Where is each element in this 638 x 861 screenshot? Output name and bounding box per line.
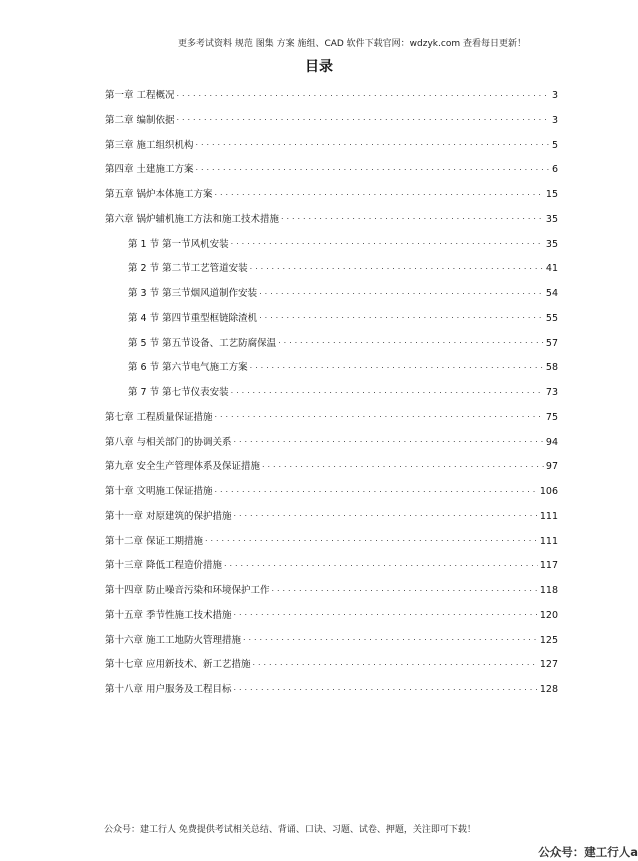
toc-entry-page: 127: [539, 659, 558, 671]
dot-leader: [234, 509, 538, 519]
toc-entry-page: 35: [545, 238, 558, 250]
dot-leader: [262, 460, 544, 470]
toc-entry-label: 第七章 工程质量保证措施: [105, 411, 213, 423]
toc-chapter-entry[interactable]: [105, 87, 558, 112]
toc-entry-label: 第十五章 季节性施工技术措施: [105, 609, 232, 621]
toc-entry-label: 第一章 工程概况: [105, 90, 175, 101]
dot-leader: [234, 608, 538, 618]
toc-chapter-entry[interactable]: [105, 458, 558, 483]
dot-leader: [234, 435, 544, 445]
toc-chapter-entry[interactable]: [105, 211, 558, 236]
toc-chapter-entry[interactable]: [105, 409, 558, 434]
header-note: 更多考试资料 规范 图集 方案 施组、CAD 软件下载官网：wdzyk.com 查看每日更新！: [178, 39, 526, 49]
toc-chapter-entry[interactable]: [105, 434, 558, 459]
dot-leader: [196, 138, 550, 148]
toc-chapter-entry[interactable]: [105, 681, 558, 706]
toc-entry-label: 第五章 锅炉本体施工方案: [105, 189, 213, 200]
dot-leader: [243, 633, 538, 643]
dot-leader: [234, 683, 538, 693]
table-of-contents: [105, 87, 558, 706]
dot-leader: [215, 188, 544, 198]
toc-entry-page: 6: [551, 164, 558, 176]
toc-entry-page: 128: [539, 684, 558, 695]
toc-entry-label: 第十章 文明施工保证措施: [105, 486, 213, 497]
toc-section-entry[interactable]: [105, 335, 558, 360]
dot-leader: [259, 287, 544, 297]
toc-entry-page: 35: [545, 213, 558, 225]
toc-entry-page: 5: [551, 139, 558, 151]
toc-entry-page: 94: [545, 436, 558, 448]
toc-entry-page: 120: [539, 609, 558, 621]
toc-entry-label: 第十一章 对原建筑的保护措施: [105, 510, 232, 522]
toc-chapter-entry[interactable]: [105, 582, 558, 607]
toc-section-entry[interactable]: [105, 236, 558, 261]
toc-chapter-entry[interactable]: [105, 557, 558, 582]
toc-entry-page: 118: [539, 585, 558, 596]
toc-entry-label: 第十七章 应用新技术、新工艺措施: [105, 659, 251, 671]
toc-chapter-entry[interactable]: [105, 161, 558, 186]
toc-entry-label: 第二章 编制依据: [105, 114, 175, 126]
dot-leader: [224, 559, 538, 569]
toc-entry-page: 117: [539, 560, 558, 572]
toc-chapter-entry[interactable]: [105, 656, 558, 681]
dot-leader: [278, 336, 544, 346]
page-title: 目录: [305, 59, 333, 75]
toc-entry-page: 106: [539, 486, 558, 497]
toc-entry-label: 第 3 节 第三节烟风道制作安装: [128, 288, 258, 299]
toc-entry-page: 57: [545, 337, 558, 349]
toc-entry-label: 第十三章 降低工程造价措施: [105, 560, 223, 572]
dot-leader: [253, 658, 538, 668]
dot-leader: [215, 410, 544, 420]
dot-leader: [177, 89, 550, 99]
toc-entry-label: 第十六章 施工工地防火管理措施: [105, 634, 242, 646]
toc-entry-page: 3: [551, 114, 558, 126]
toc-entry-label: 第 2 节 第二节工艺管道安装: [128, 263, 248, 275]
toc-section-entry[interactable]: [105, 310, 558, 335]
footer-note: 公众号：建工行人 免费提供考试相关总结、背诵、口诀、习题、试卷、押题，关注即可下载！: [104, 825, 476, 835]
toc-chapter-entry[interactable]: [105, 112, 558, 137]
toc-entry-page: 125: [539, 634, 558, 646]
dot-leader: [259, 311, 544, 321]
toc-section-entry[interactable]: [105, 260, 558, 285]
toc-entry-label: 第 4 节 第四节重型框链除渣机: [128, 312, 258, 324]
toc-section-entry[interactable]: [105, 359, 558, 384]
dot-leader: [272, 584, 538, 594]
toc-entry-page: 58: [545, 362, 558, 374]
toc-entry-label: 第八章 与相关部门的协调关系: [105, 436, 232, 448]
toc-entry-label: 第 6 节 第六节电气施工方案: [128, 362, 248, 374]
toc-chapter-entry[interactable]: [105, 483, 558, 508]
watermark: 公众号：建工行人a: [538, 845, 638, 859]
toc-entry-page: 54: [545, 288, 558, 299]
toc-entry-label: 第 5 节 第五节设备、工艺防腐保温: [128, 337, 277, 349]
toc-chapter-entry[interactable]: [105, 632, 558, 657]
toc-entry-page: 75: [545, 411, 558, 423]
toc-chapter-entry[interactable]: [105, 607, 558, 632]
toc-entry-label: 第十二章 保证工期措施: [105, 535, 204, 547]
toc-entry-page: 97: [545, 461, 558, 473]
toc-section-entry[interactable]: [105, 384, 558, 409]
toc-chapter-entry[interactable]: [105, 508, 558, 533]
toc-entry-label: 第六章 锅炉辅机施工方法和施工技术措施: [105, 213, 280, 225]
dot-leader: [205, 534, 538, 544]
toc-chapter-entry[interactable]: [105, 533, 558, 558]
dot-leader: [196, 163, 550, 173]
toc-entry-page: 3: [551, 90, 558, 101]
dot-leader: [250, 262, 544, 272]
toc-chapter-entry[interactable]: [105, 137, 558, 162]
dot-leader: [281, 212, 544, 222]
toc-entry-label: 第 7 节 第七节仪表安装: [128, 387, 229, 398]
toc-entry-label: 第三章 施工组织机构: [105, 139, 194, 151]
toc-entry-page: 73: [545, 387, 558, 398]
dot-leader: [215, 485, 538, 495]
toc-entry-page: 111: [539, 510, 558, 522]
toc-entry-label: 第四章 土建施工方案: [105, 164, 194, 176]
toc-entry-page: 111: [539, 535, 558, 547]
dot-leader: [250, 361, 544, 371]
dot-leader: [177, 113, 550, 123]
toc-entry-page: 15: [545, 189, 558, 200]
toc-entry-label: 第 1 节 第一节风机安装: [128, 238, 229, 250]
toc-entry-label: 第九章 安全生产管理体系及保证措施: [105, 461, 261, 473]
toc-entry-label: 第十四章 防止噪音污染和环境保护工作: [105, 585, 270, 596]
toc-chapter-entry[interactable]: [105, 186, 558, 211]
toc-section-entry[interactable]: [105, 285, 558, 310]
dot-leader: [231, 386, 544, 396]
toc-entry-label: 第十八章 用户服务及工程目标: [105, 684, 232, 695]
toc-entry-page: 41: [545, 263, 558, 275]
toc-entry-page: 55: [545, 312, 558, 324]
dot-leader: [231, 237, 544, 247]
